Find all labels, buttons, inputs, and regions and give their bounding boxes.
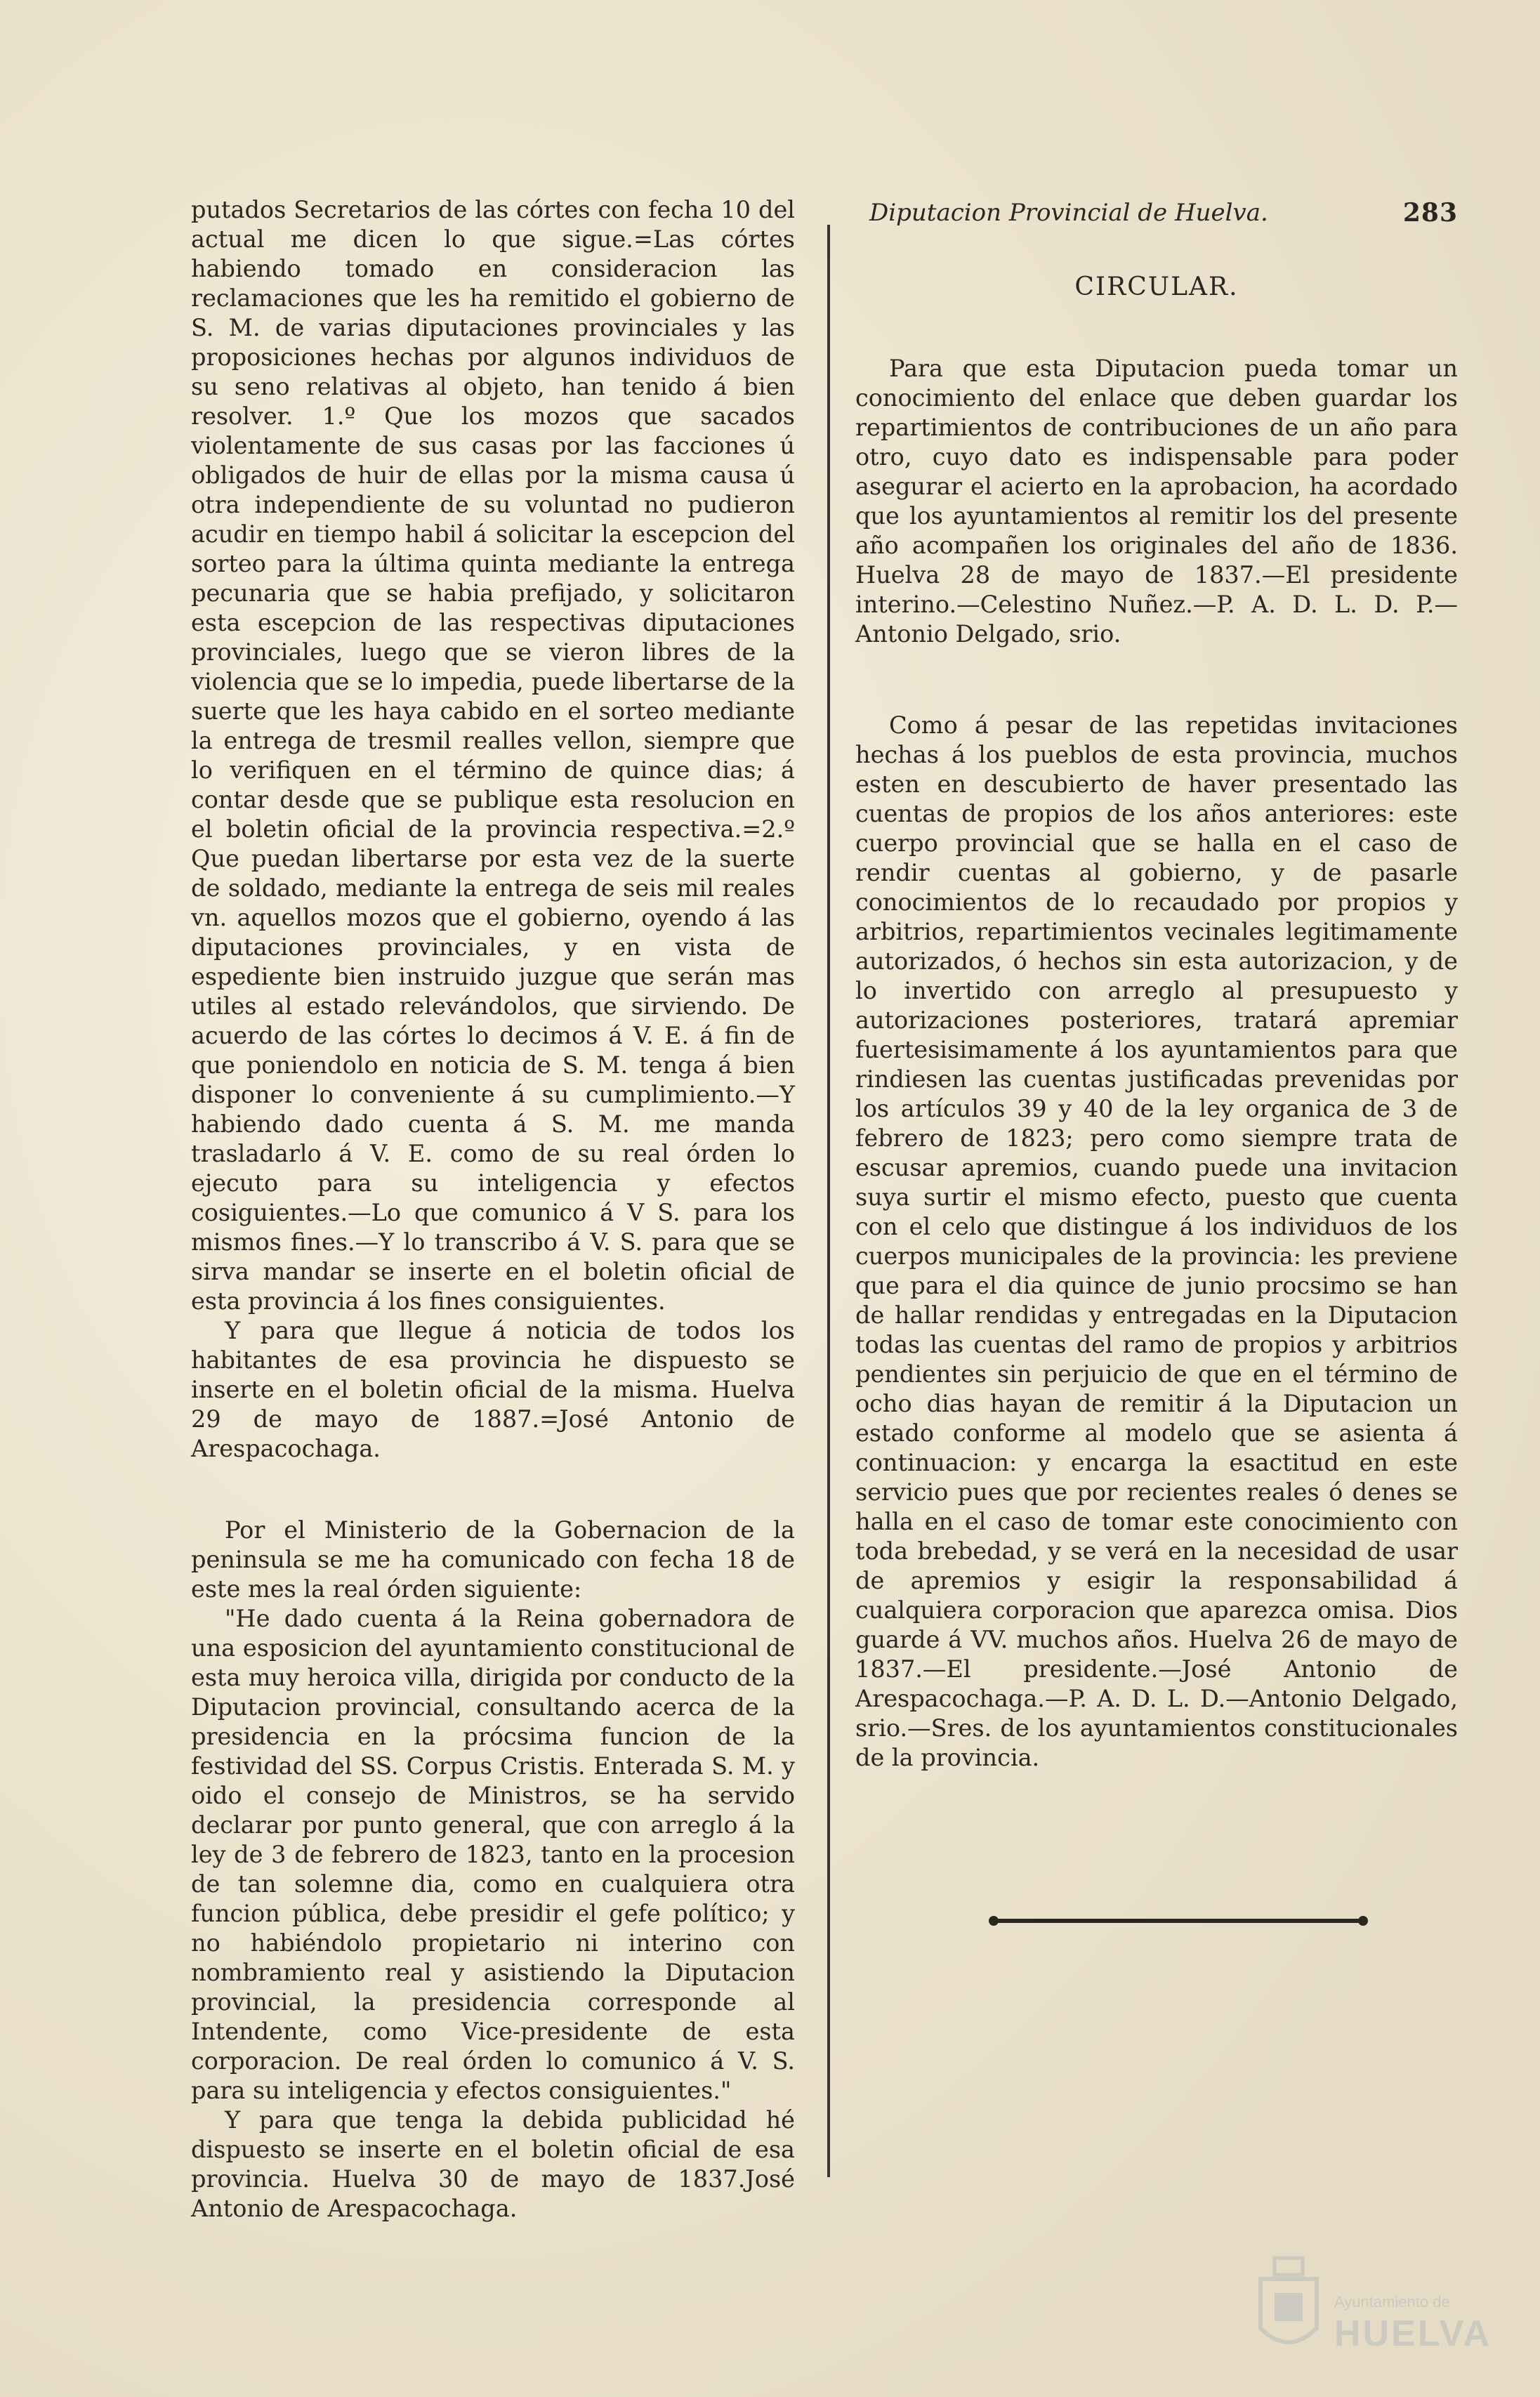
watermark-small-text: Ayuntamiento de (1334, 2293, 1450, 2311)
left-paragraph-5: Y para que tenga la debida publicidad hé dispuesto se inserte en el boletin oficial de esa provincia. Huelva 30 de mayo de 1837.José Antonio de Arespacochaga. (191, 2106, 795, 2222)
crest-icon (1250, 2251, 1327, 2363)
circular-title: CIRCULAR. (1074, 272, 1239, 301)
column-divider (827, 225, 830, 2177)
right-paragraph-2: Como á pesar de las repetidas invitaciones hechas á los pueblos de esta provincia, muchos esten en descubierto de haver presentado las cuentas de propios de los años anteriores: este cuerpo provincial que se halla en el caso de rendir cuentas al gobierno, y de pasarle conocimientos de lo recaudado por propios y arbitrios, repartimientos vecinales legitimamente autorizados, ó hechos sin esta autorizacion, y de lo invertido con arreglo al presupuesto y autorizaciones posteriores, tratará apremiar fuertesisimamente á los ayuntamientos para que rindiesen las cuentas justificadas prevenidas por los artículos 39 y 40 de la ley organica de 3 de febrero de 1823; pero como siempre trata de escusar apremios, cuando puede una invitacion suya surtir el mismo efecto, puesto que cuenta con el celo que distingue á los individuos de los cuerpos municipales de la provincia: les previene que para el dia quince de junio procsimo se han de hallar rendidas y entregadas en la Diputacion todas las cuentas del ramo de propios y arbitrios pendientes sin perjuicio de que en el término de ocho dias hayan de remitir á la Diputacion un estado conforme al modelo que se asienta á continuacion: y encarga la esactitud en este servicio pues que por recientes reales ó denes se halla en el caso de tomar este conocimiento con toda brebedad, y se verá en la necesidad de usar de apremios y esigir la responsabilidad á cualquiera corporacion que aparezca omisa. Dios guarde á VV. muchos años. Huelva 26 de mayo de 1837.—El presidente.—José Antonio de Arespacochaga.—P. A. D. L. D.—Antonio Delgado, srio.—Sres. de los ayuntamientos constitucionales de la provincia. (855, 711, 1458, 1771)
left-paragraph-4: "He dado cuenta á la Reina gobernadora de una esposicion del ayuntamiento constitucional de esta muy heroica villa, dirigida por conducto de la Diputacion provincial, consultando acerca de la presidencia en la prócsima funcion de la festividad del SS. Corpus Cristis. Enterada S. M. y oido el consejo de Ministros, se ha servido declarar por punto general, que con arreglo á la ley de 3 de febrero de 1823, tanto en la procesion de tan solemne dia, como en cualquiera otra funcion pública, debe presidir el gefe político; y no habiéndolo propietario ni interino con nombramiento real y asistiendo la Diputacion provincial, la presidencia corresponde al Intendente, como Vice-presidente de esta corporacion. De real órden lo comunico á V. S. para su inteligencia y efectos consiguientes." (191, 1605, 795, 2104)
header-title: Diputacion Provincial de Huelva. (869, 199, 1268, 227)
watermark-big-text: HUELVA (1334, 2313, 1492, 2354)
right-column (855, 195, 1458, 1941)
page-number: 283 (1402, 198, 1458, 228)
left-paragraph-2: Y para que llegue á noticia de todos los habitantes de esa provincia he dispuesto se inserte en el boletin oficial de la misma. Huelva 29 de mayo de 1887.=José Antonio de Arespacochaga. (191, 1317, 795, 1462)
watermark-stamp (1250, 2251, 1492, 2363)
left-paragraph-1: putados Secretarios de las córtes con fecha 10 del actual me dicen lo que sigue.=Las córtes habiendo tomado en consideracion las reclamaciones que les ha remitido el gobierno de S. M. de varias diputaciones provinciales y las proposiciones hechas por algunos individuos de su seno relativas al objeto, han tenido á bien resolver. 1.º Que los mozos que sacados violentamente de sus casas por las facciones ú obligados de huir de ellas por la misma causa ú otra independiente de su voluntad no pudieron acudir en tiempo habil á solicitar la escepcion del sorteo para la última quinta mediante la entrega pecunaria que se habia prefijado, y solicitaron esta escepcion de las respectivas diputaciones provinciales, luego que se vieron libres de la violencia que se lo impedia, puede libertarse de la suerte que les haya cabido en el sorteo mediante la entrega de tresmil realles vellon, siempre que lo verifiquen en el término de quince dias; á contar desde que se publique esta resolucion en el boletin oficial de la provincia respectiva.=2.º Que puedan libertarse por esta vez de la suerte de soldado, mediante la entrega de seis mil reales vn. aquellos mozos que el gobierno, oyendo á las diputaciones provinciales, y en vista de espediente bien instruido juzgue que serán mas utiles al estado relevándolos, que sirviendo. De acuerdo de las córtes lo decimos á V. E. á fin de que poniendolo en noticia de S. M. tenga á bien disponer lo conveniente á su cumplimiento.—Y habiendo dado cuenta á S. M. me manda trasladarlo á V. E. como de su real órden lo ejecuto para su inteligencia y efectos cosiguientes.—Lo que comunico á V S. para los mismos fines.—Y lo transcribo á V. S. para que se sirva mandar se inserte en el boletin oficial de esta provincia á los fines consiguientes. (191, 196, 795, 1315)
page-header (855, 195, 1458, 230)
right-paragraph-1: Para que esta Diputacion pueda tomar un conocimiento del enlace que deben guardar los repartimientos de contribuciones de un año para otro, cuyo dato es indispensable para poder asegurar el acierto en la aprobacion, ha acordado que los ayuntamientos al remitir los del presente año acompañen los originales del año de 1836. Huelva 28 de mayo de 1837.—El presidente interino.—Celestino Nuñez.—P. A. D. L. D. P.—Antonio Delgado, srio. (855, 355, 1458, 648)
left-column (191, 195, 795, 2224)
left-paragraph-3: Por el Ministerio de la Gobernacion de la peninsula se me ha comunicado con fecha 18 de este mes la real órden siguiente: (191, 1516, 795, 1603)
ornament-rule (855, 1899, 1458, 1941)
